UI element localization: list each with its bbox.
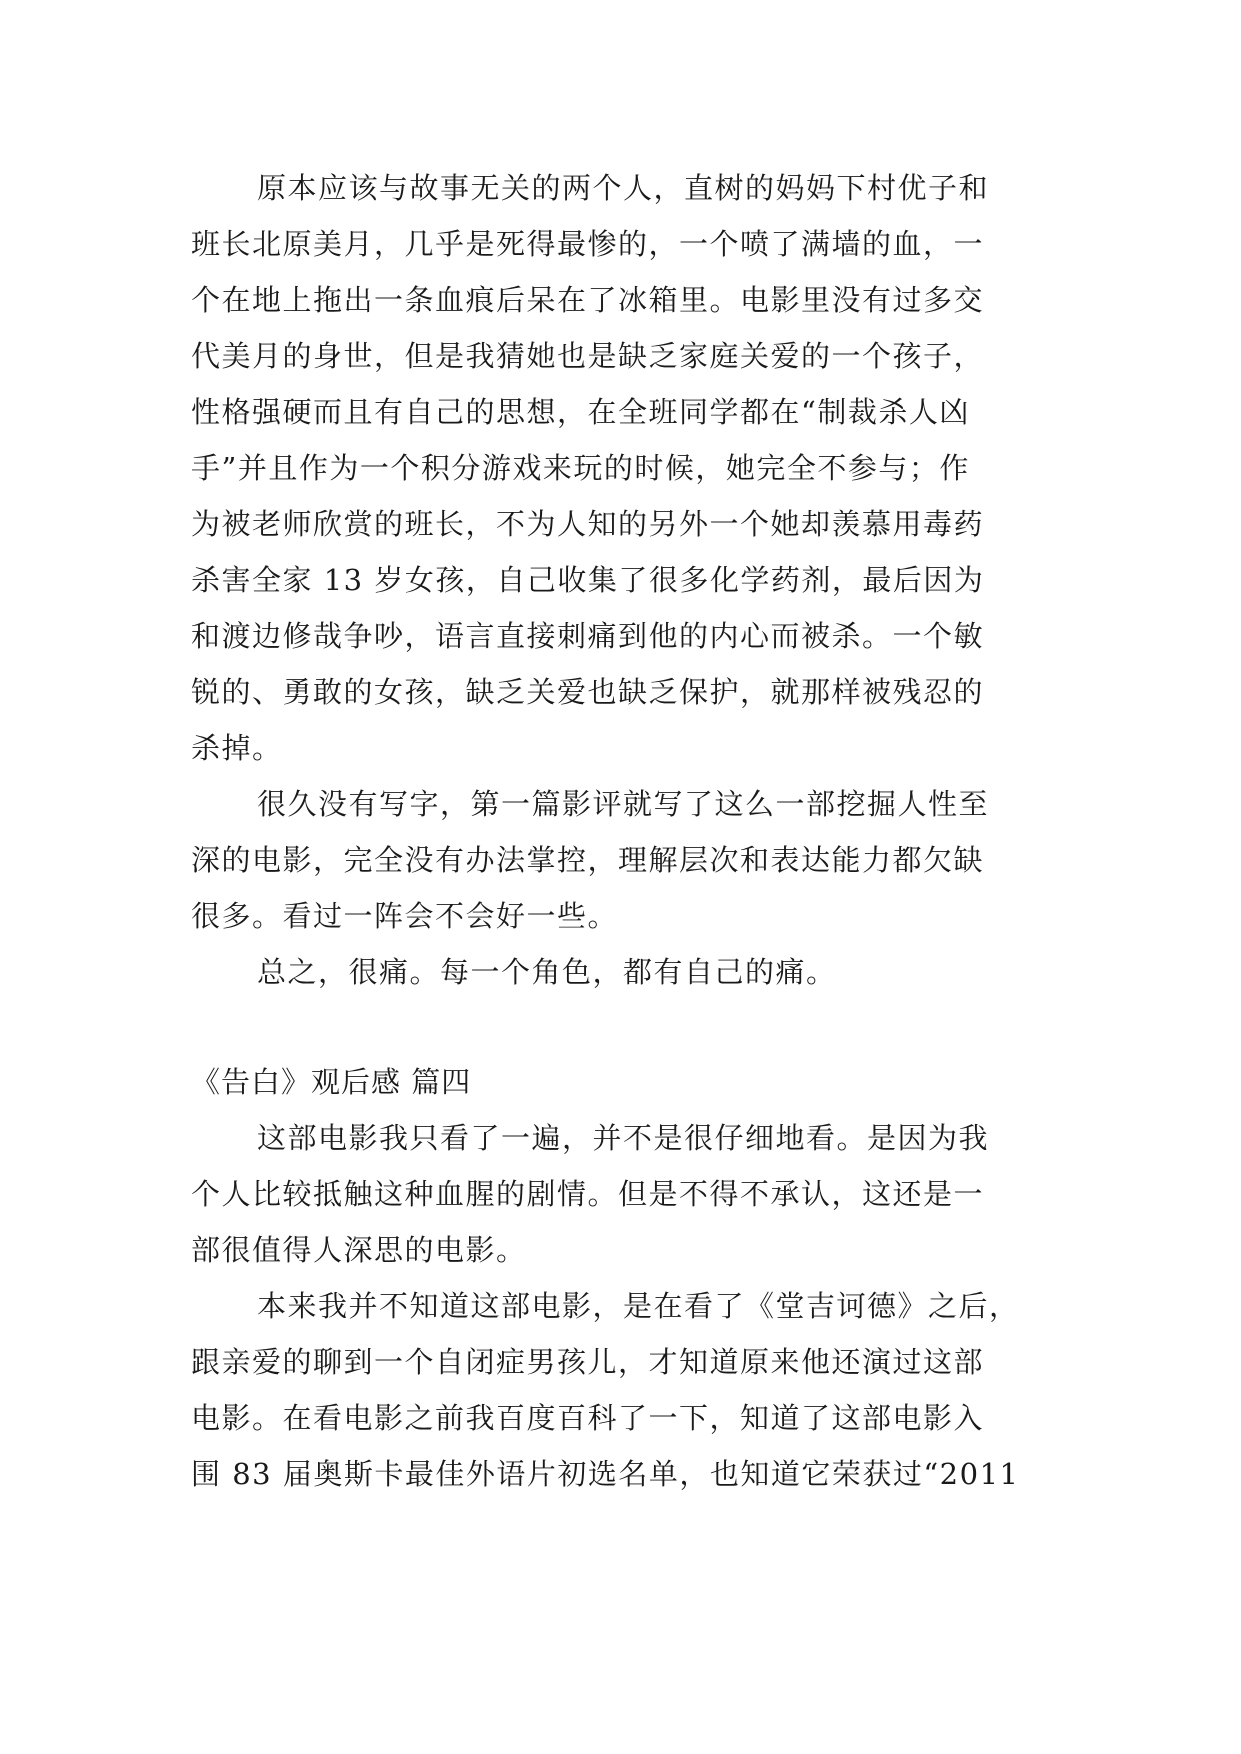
text-line: 手”并且作为一个积分游戏来玩的时候，她完全不参与；作 <box>191 451 970 485</box>
text-line: 电影。在看电影之前我百度百科了一下，知道了这部电影入 <box>191 1401 985 1435</box>
text-line: 杀害全家 13 岁女孩，自己收集了很多化学药剂，最后因为 <box>191 563 985 597</box>
text-line: 为被老师欣赏的班长，不为人知的另外一个她却羡慕用毒药 <box>191 507 985 541</box>
paragraph <box>191 160 1061 776</box>
text-line: 很多。看过一阵会不会好一些。 <box>191 899 619 933</box>
text-line: 个人比较抵触这种血腥的剧情。但是不得不承认，这还是一 <box>191 1177 985 1211</box>
text-line: 跟亲爱的聊到一个自闭症男孩儿，才知道原来他还演过这部 <box>191 1345 985 1379</box>
text-line: 围 83 届奥斯卡最佳外语片初选名单，也知道它荣获过“2011 <box>191 1457 1020 1491</box>
text-line: 这部电影我只看了一遍，并不是很仔细地看。是因为我 <box>257 1121 990 1155</box>
text-line: 杀掉。 <box>191 731 283 765</box>
section-heading: 《告白》观后感 篇四 <box>191 1065 472 1099</box>
text-line: 和渡边修哉争吵，语言直接刺痛到他的内心而被杀。一个敏 <box>191 619 985 653</box>
text-line: 个在地上拖出一条血痕后呆在了冰箱里。电影里没有过多交 <box>191 283 985 317</box>
section-spacer <box>191 1000 1061 1054</box>
paragraph <box>191 1110 1061 1278</box>
text-line: 锐的、勇敢的女孩，缺乏关爱也缺乏保护，就那样被残忍的 <box>191 675 985 709</box>
text-line: 部很值得人深思的电影。 <box>191 1233 527 1267</box>
paragraph <box>191 944 1061 1000</box>
text-line: 原本应该与故事无关的两个人，直树的妈妈下村优子和 <box>257 171 990 205</box>
text-line: 总之，很痛。每一个角色，都有自己的痛。 <box>257 955 837 989</box>
paragraph <box>191 1278 1061 1502</box>
text-line: 深的电影，完全没有办法掌控，理解层次和表达能力都欠缺 <box>191 843 985 877</box>
text-line: 性格强硬而且有自己的思想，在全班同学都在“制裁杀人凶 <box>191 395 970 429</box>
text-line: 班长北原美月，几乎是死得最惨的，一个喷了满墙的血，一 <box>191 227 985 261</box>
text-line: 代美月的身世，但是我猜她也是缺乏家庭关爱的一个孩子， <box>191 339 985 373</box>
text-line: 本来我并不知道这部电影，是在看了《堂吉诃德》之后， <box>257 1289 1020 1323</box>
paragraph <box>191 776 1061 944</box>
text-column <box>191 160 1061 1502</box>
text-line: 很久没有写字，第一篇影评就写了这么一部挖掘人性至 <box>257 787 990 821</box>
